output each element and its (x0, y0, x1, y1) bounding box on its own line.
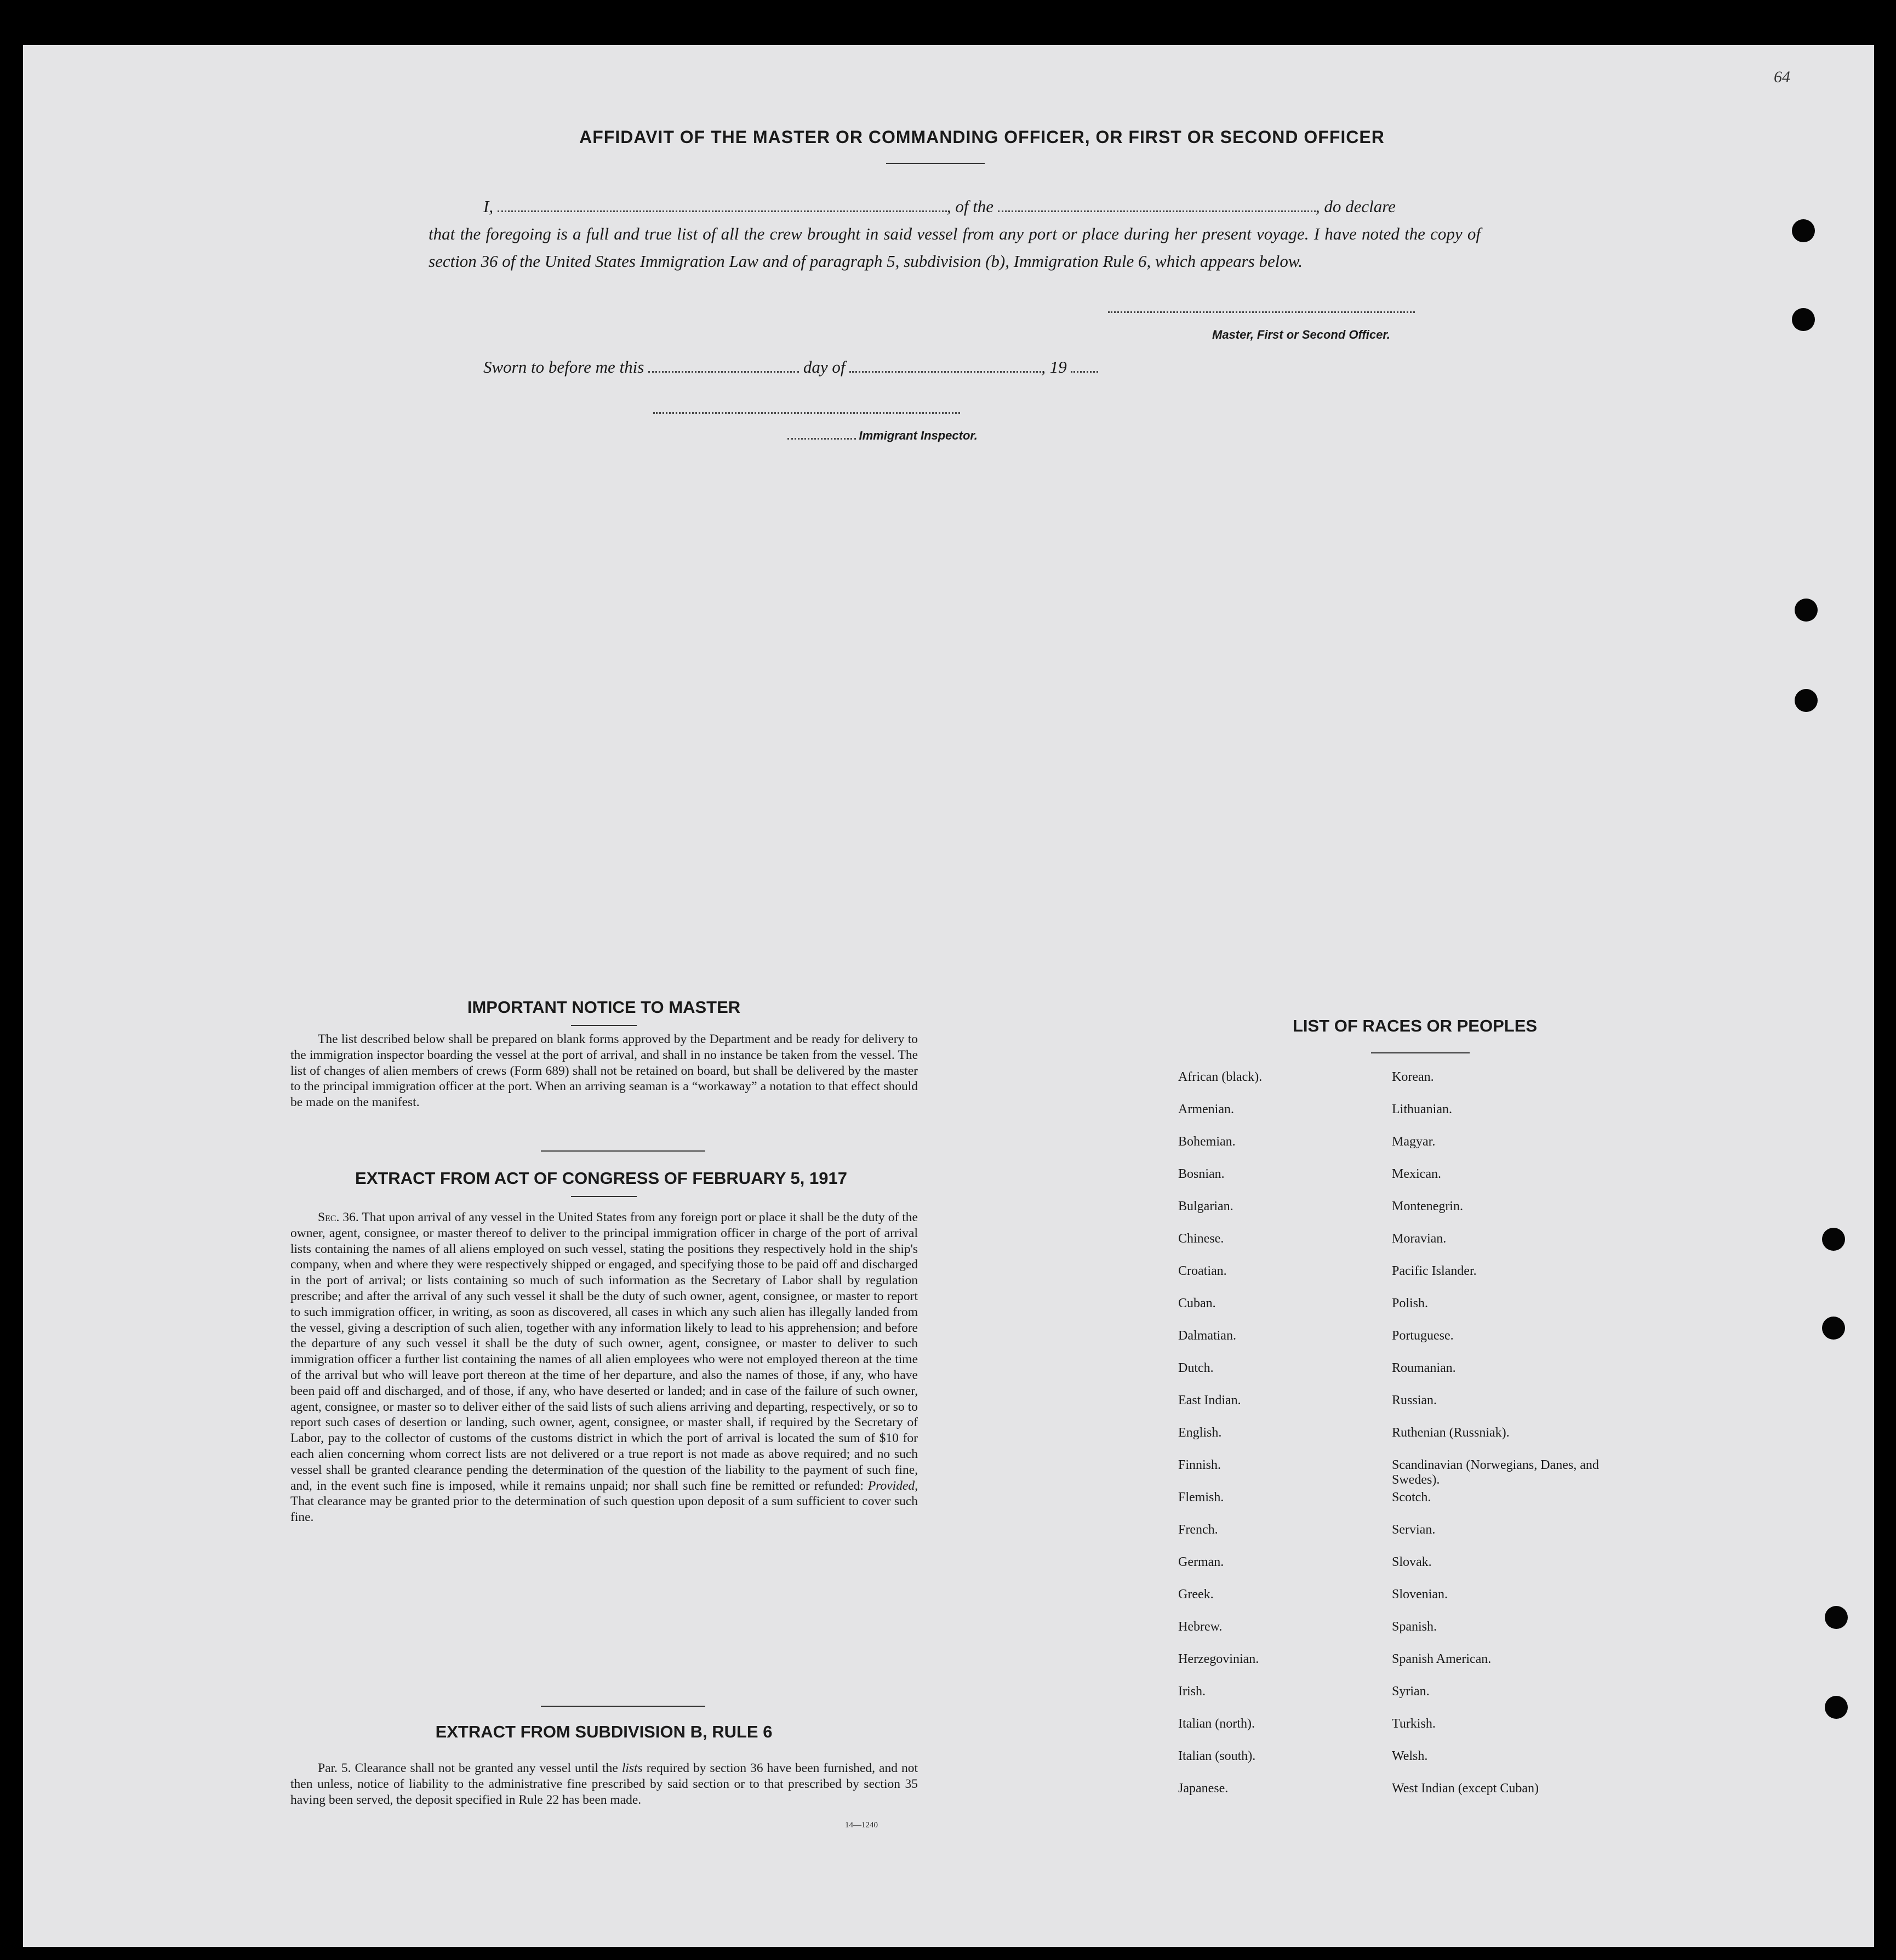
race-item: Syrian. (1392, 1684, 1430, 1699)
race-item: French. (1178, 1523, 1218, 1537)
affidavit-body (429, 193, 1481, 275)
sworn-year-field[interactable] (1071, 371, 1098, 373)
race-item: Herzegovinian. (1178, 1652, 1259, 1666)
binder-hole (1792, 219, 1815, 242)
affidavit-text: that the foregoing is a full and true list of all the crew brought in said vessel from any port or place during her present voyage. I have noted the copy of section 36 of the United States Immigration Law and of paragraph 5, subdivision (b), Immigration Rule 6, which appears below. (429, 224, 1481, 271)
race-item: Magyar. (1392, 1135, 1436, 1149)
notice-divider (541, 1150, 705, 1152)
race-item: African (black). (1178, 1070, 1263, 1084)
page-number-note: 64 (1774, 68, 1790, 86)
race-item: Polish. (1392, 1296, 1429, 1311)
race-item: Japanese. (1178, 1781, 1229, 1796)
affidavit-declare: , do declare (1315, 197, 1396, 216)
race-item: Finnish. (1178, 1458, 1221, 1472)
binder-hole (1825, 1696, 1848, 1719)
binder-hole (1822, 1317, 1845, 1340)
race-item: West Indian (except Cuban) (1392, 1781, 1539, 1796)
races-right-column (1392, 1070, 1622, 1814)
vessel-field-line[interactable] (998, 210, 1316, 212)
act-proviso-label: Provided, (867, 1478, 918, 1493)
races-title: LIST OF RACES OR PEOPLES (1292, 1016, 1538, 1035)
act-proviso-text: That clearance may be granted prior to the determination of such question upon deposit of a sum sufficient to cover such fine. (290, 1494, 918, 1525)
race-item: Moravian. (1392, 1232, 1447, 1246)
act-title-underline (571, 1196, 637, 1197)
rule-title: EXTRACT FROM SUBDIVISION B, RULE 6 (435, 1722, 773, 1741)
sworn-day-of: day of (803, 357, 846, 377)
title-underline (886, 163, 985, 164)
race-item: Italian (north). (1178, 1717, 1255, 1731)
affidavit-i: I, (483, 197, 494, 216)
binder-hole (1795, 689, 1818, 712)
race-item: Greek. (1178, 1587, 1214, 1602)
binder-hole (1825, 1606, 1848, 1629)
binder-hole (1822, 1228, 1845, 1251)
sworn-line (483, 357, 1098, 377)
races-title-underline (1371, 1052, 1470, 1053)
notice-title: IMPORTANT NOTICE TO MASTER (467, 998, 741, 1017)
act-body-text: That upon arrival of any vessel in the United States from any foreign port or place it shall be the duty of the owner, agent, consignee, or master thereof to deliver to the principal immigration officer in charge of the port of arrival lists containing the names of all aliens employed on such vessel, stating the positions they respectively hold in the ship's company, when and where they were respectively shipped or engaged, and specifying those to be paid off and discharged in the port of arrival; or lists containing so much of such information as the Secretary of Labor shall by regulation prescribe; and after the arrival of any such vessel it shall be the duty of such owner, agent, consignee, or master to report to such immigration officer, in writing, as soon as discovered, all cases in which any such alien has illegally landed from the vessel, giving a description of such alien, together with any information likely to lead to his apprehension; and before the departure of any such vessel it shall be the duty of such owner, agent, consignee, or master to deliver to such immigration officer a further list containing the names of all alien employees who were not employed thereon at the time of the arrival but who will leave port thereon at the time of her departure, and also the names of those, if any, who have been paid off and discharged, and of those, if any, who have deserted or landed; and in case of the failure of such owner, agent, consignee, or master so to deliver either of the said lists of such aliens arriving and departing, respectively, or so to report such cases of desertion or landing, such owner, agent, consignee, or master shall, if required by the Secretary of Labor, pay to the collector of customs of the customs district in which the port of arrival is located the sum of $10 for each alien concerning whom correct lists are not delivered or a true report is not made as above required; and no such vessel shall be granted clearance pending the determination of the question of the liability to the payment of such fine, and, in the event such fine is imposed, while it remains unpaid; nor shall such fine be remitted or refunded: (290, 1210, 918, 1493)
race-item: Pacific Islander. (1392, 1264, 1477, 1278)
race-item: Servian. (1392, 1523, 1436, 1537)
master-label: Master, First or Second Officer. (1212, 328, 1390, 341)
race-item: Scandinavian (Norwegians, Danes, and Swedes). (1392, 1458, 1599, 1487)
race-item: Armenian. (1178, 1102, 1234, 1116)
act-body (290, 1210, 918, 1525)
race-item: Montenegrin. (1392, 1199, 1463, 1213)
race-item: Slovenian. (1392, 1587, 1448, 1602)
document-page (23, 45, 1874, 1947)
rule-body-lists: lists (621, 1761, 643, 1775)
binder-hole (1795, 599, 1818, 622)
race-item: Bosnian. (1178, 1167, 1225, 1181)
rule-body-start: Par. 5. Clearance shall not be granted any vessel until the (318, 1761, 618, 1775)
act-divider (541, 1706, 705, 1707)
race-item: Dalmatian. (1178, 1329, 1236, 1343)
sworn-month-field[interactable] (849, 371, 1041, 373)
race-item: East Indian. (1178, 1393, 1241, 1408)
affidavit-title: AFFIDAVIT OF THE MASTER OR COMMANDING OFFICER, OR FIRST OR SECOND OFFICER (579, 127, 1385, 147)
races-left-column (1178, 1070, 1375, 1814)
sworn-day-field[interactable] (648, 371, 799, 373)
race-item: Turkish. (1392, 1717, 1436, 1731)
race-item: Korean. (1392, 1070, 1434, 1084)
race-item: Slovak. (1392, 1555, 1432, 1569)
sworn-text: Sworn to before me this (483, 357, 644, 377)
inspector-prefix-dots (787, 438, 856, 440)
race-item: German. (1178, 1555, 1224, 1569)
race-item: Italian (south). (1178, 1749, 1256, 1763)
form-number: 14—1240 (845, 1821, 878, 1830)
inspector-label-row (787, 429, 978, 443)
race-item: Dutch. (1178, 1361, 1214, 1375)
master-signature-line[interactable] (1108, 311, 1415, 313)
binder-hole (1792, 308, 1815, 331)
race-item: Portuguese. (1392, 1329, 1454, 1343)
race-item: Roumanian. (1392, 1361, 1456, 1375)
race-item: Scotch. (1392, 1490, 1431, 1505)
race-item: English. (1178, 1426, 1222, 1440)
race-item: Lithuanian. (1392, 1102, 1452, 1116)
race-item: Chinese. (1178, 1232, 1224, 1246)
race-item: Irish. (1178, 1684, 1206, 1699)
race-item: Spanish. (1392, 1620, 1437, 1634)
race-item: Hebrew. (1178, 1620, 1223, 1634)
notice-body: The list described below shall be prepared on blank forms approved by the Department and be ready for delivery to the immigration inspector boarding the vessel at the port of arrival, and shall in no instance be taken from the vessel. The list of changes of alien members of crews (Form 689) shall not be retained on board, but shall be delivered by the master to the principal immigration officer at the port. When an arriving seaman is a “workaway” a notation to that effect should be made on the manifest. (290, 1032, 918, 1110)
sworn-year: , 19 (1041, 357, 1067, 377)
race-item: Spanish American. (1392, 1652, 1492, 1666)
race-item: Bohemian. (1178, 1135, 1236, 1149)
notice-title-underline (571, 1025, 637, 1026)
race-item: Bulgarian. (1178, 1199, 1233, 1213)
rule-body (290, 1760, 918, 1808)
race-item: Ruthenian (Russniak). (1392, 1426, 1510, 1440)
act-sec-label: Sec. 36. (318, 1210, 359, 1224)
affidavit-of: , of the (946, 197, 994, 216)
inspector-signature-line[interactable] (653, 412, 960, 414)
act-title: EXTRACT FROM ACT OF CONGRESS OF FEBRUARY 5, 1917 (355, 1169, 847, 1188)
race-item: Cuban. (1178, 1296, 1216, 1311)
rule-body-end: required by section 36 have been furnished, and not then unless, notice of liability to the administrative fine prescribed by said section or to that prescribed by section 35 having been served, the deposit specified in Rule 22 has been made. (290, 1761, 918, 1807)
race-item: Russian. (1392, 1393, 1437, 1408)
race-item: Mexican. (1392, 1167, 1441, 1181)
race-item: Croatian. (1178, 1264, 1227, 1278)
race-item: Flemish. (1178, 1490, 1224, 1505)
inspector-label: Immigrant Inspector. (859, 429, 978, 442)
race-item: Welsh. (1392, 1749, 1428, 1763)
name-field-line[interactable] (498, 210, 947, 212)
